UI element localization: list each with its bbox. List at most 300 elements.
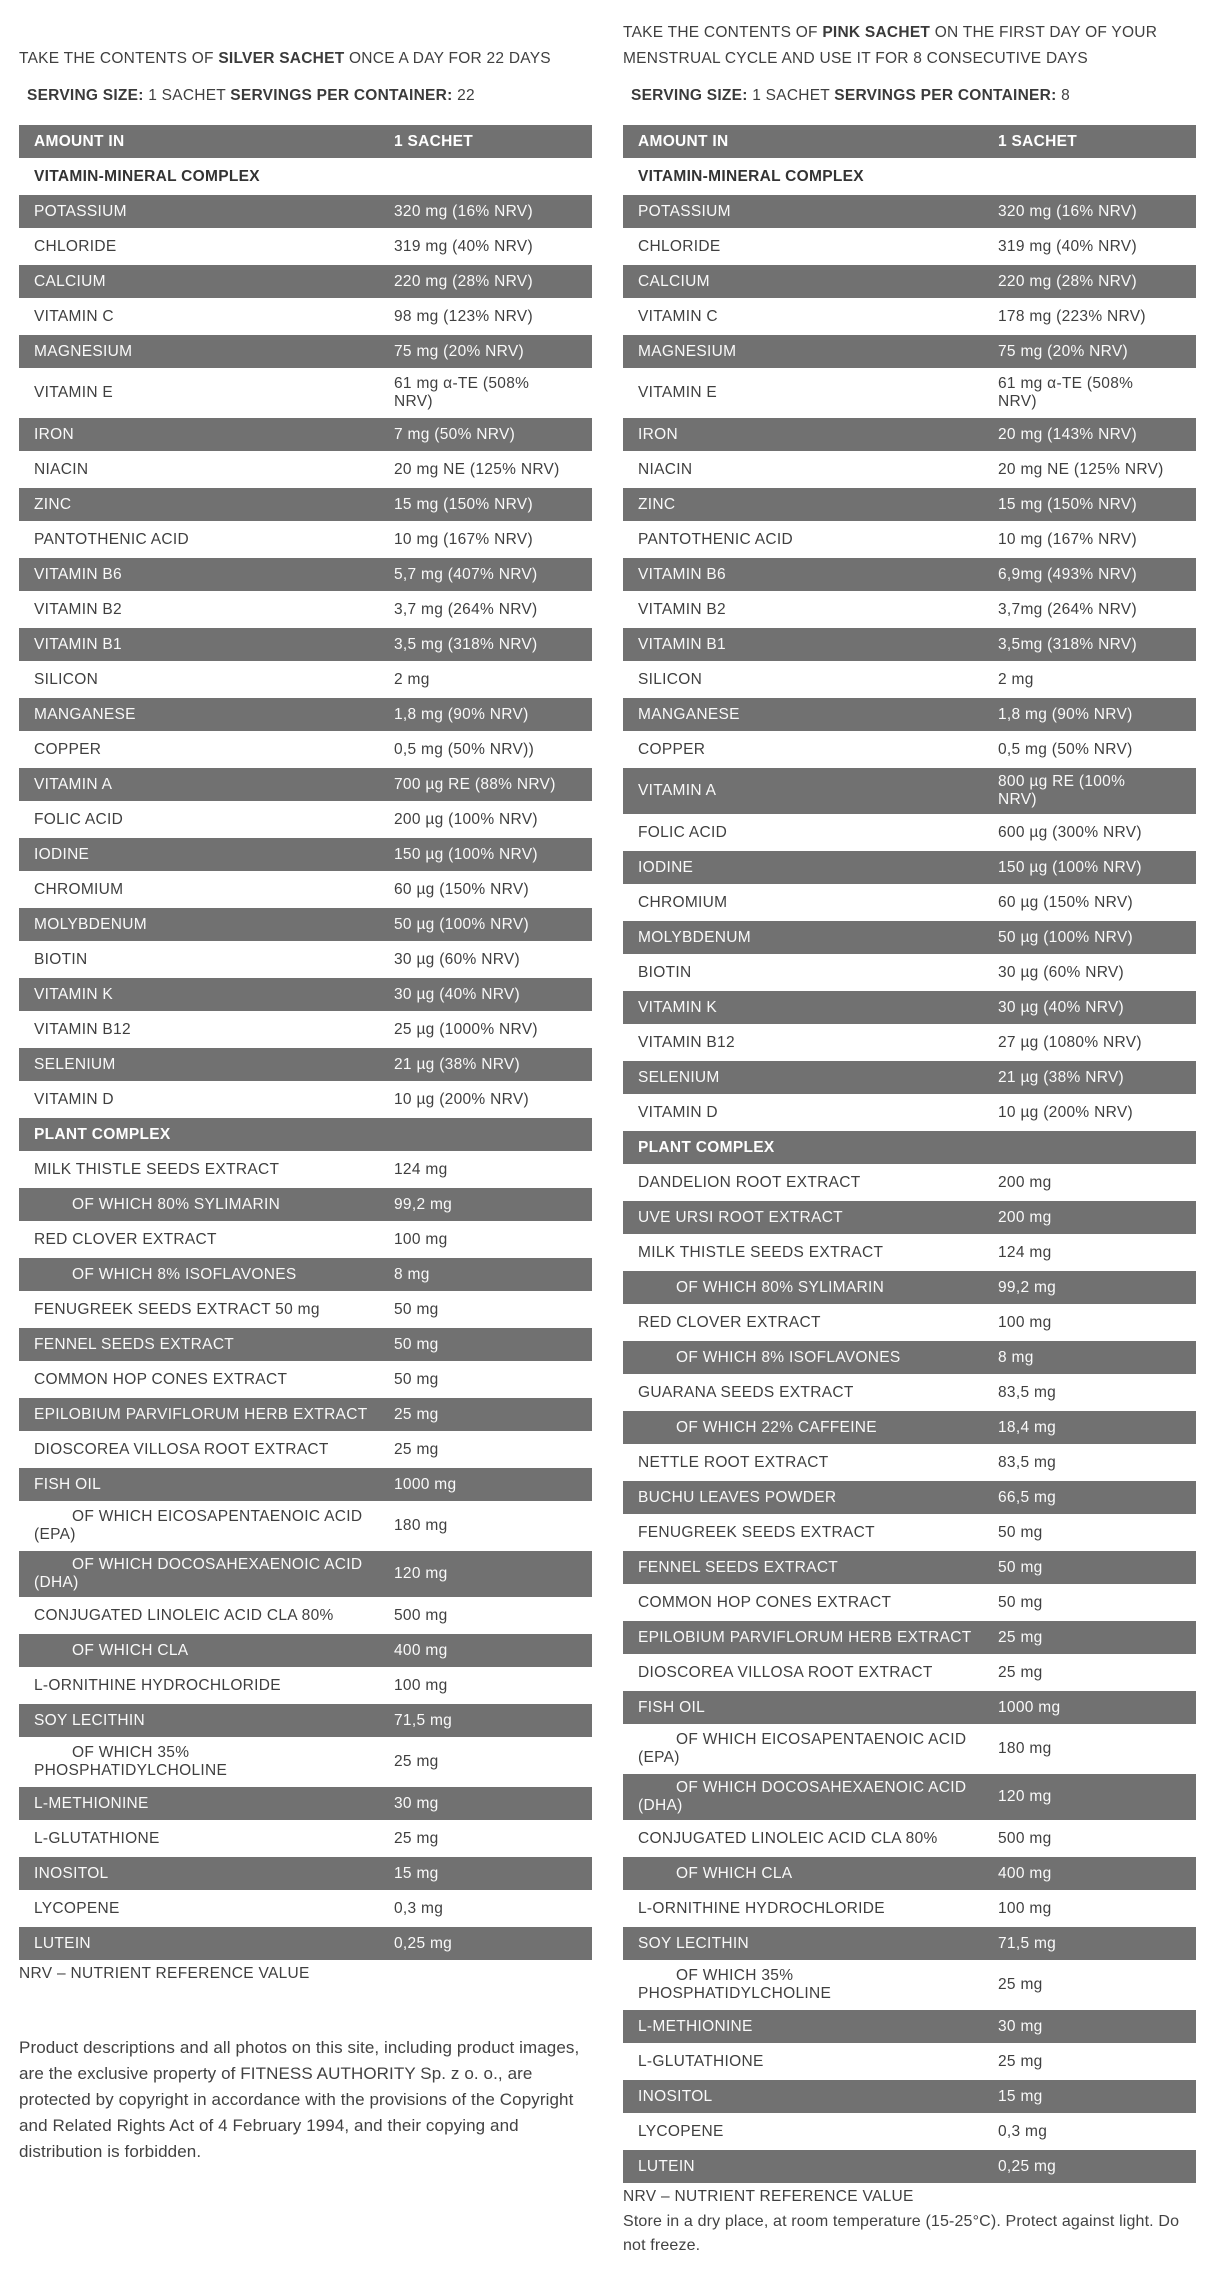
row-label: VITAMIN B2 [34, 600, 122, 618]
row-value: 99,2 mg [998, 1278, 1057, 1296]
table-row [623, 1551, 1196, 1584]
row-label: IRON [638, 425, 678, 443]
row-value: 178 mg (223% NRV) [998, 307, 1146, 325]
table-row [19, 300, 592, 333]
row-label: BIOTIN [34, 950, 88, 968]
row-value: 500 mg [998, 1829, 1052, 1847]
table-row [623, 2010, 1196, 2043]
row-label: LUTEIN [638, 2157, 695, 2175]
row-value: 30 µg (60% NRV) [998, 963, 1125, 981]
storage-instructions: Store in a dry place, at room temperature (15-25°C). Protect against light. Do not freeze. [623, 2213, 1180, 2254]
row-value: 220 mg (28% NRV) [394, 272, 533, 290]
row-value: 200 mg [998, 1173, 1052, 1191]
table-row [623, 921, 1196, 954]
table-row [623, 1962, 1196, 2008]
row-label: NIACIN [638, 460, 693, 478]
table-row [623, 523, 1196, 556]
table-row [19, 1293, 592, 1326]
row-label: BIOTIN [638, 963, 692, 981]
table-row [623, 2080, 1196, 2113]
row-label: COPPER [638, 740, 706, 758]
row-value: 320 mg (16% NRV) [998, 202, 1137, 220]
silver-serving-info [19, 87, 592, 105]
row-value: 25 mg [998, 1628, 1043, 1646]
section-header-row [623, 1131, 1196, 1164]
table-row [623, 1306, 1196, 1339]
row-label: IRON [34, 425, 74, 443]
serving-size-label: SERVING SIZE: [631, 87, 748, 104]
row-label: L-METHIONINE [638, 2017, 753, 2035]
sachet-name: SILVER SACHET [218, 50, 345, 67]
row-label: INOSITOL [638, 2087, 713, 2105]
row-label: VITAMIN-MINERAL COMPLEX [638, 167, 864, 185]
row-value: 319 mg (40% NRV) [998, 237, 1137, 255]
table-row [19, 1704, 592, 1737]
row-value: 7 mg (50% NRV) [394, 425, 516, 443]
row-label: VITAMIN A [34, 775, 113, 793]
row-value: 15 mg [394, 1864, 439, 1882]
row-value: 1,8 mg (90% NRV) [998, 705, 1133, 723]
table-row [19, 873, 592, 906]
row-value: 50 mg [394, 1335, 439, 1353]
row-value: 75 mg (20% NRV) [998, 342, 1128, 360]
row-value: 1,8 mg (90% NRV) [394, 705, 529, 723]
row-label: OF WHICH 8% ISOFLAVONES [676, 1348, 901, 1366]
row-value: 0,5 mg (50% NRV)) [394, 740, 535, 758]
row-label: FISH OIL [34, 1475, 101, 1493]
table-row [19, 1258, 592, 1291]
table-row [623, 851, 1196, 884]
row-value: 220 mg (28% NRV) [998, 272, 1137, 290]
row-label: VITAMIN D [34, 1090, 114, 1108]
row-value: 124 mg [394, 1160, 448, 1178]
row-label: COMMON HOP CONES EXTRACT [34, 1370, 288, 1388]
serving-size-label: SERVING SIZE: [27, 87, 144, 104]
table-row [19, 370, 592, 416]
row-value: 21 µg (38% NRV) [394, 1055, 521, 1073]
table-row [623, 1892, 1196, 1925]
row-label: FENNEL SEEDS EXTRACT [34, 1335, 235, 1353]
row-value: 18,4 mg [998, 1418, 1057, 1436]
table-row [623, 300, 1196, 333]
row-value: 400 mg [394, 1641, 448, 1659]
row-value: 99,2 mg [394, 1195, 453, 1213]
row-value: 20 mg NE (125% NRV) [394, 460, 560, 478]
row-label: EPILOBIUM PARVIFLORUM HERB EXTRACT [638, 1628, 972, 1646]
row-value: 25 µg (1000% NRV) [394, 1020, 538, 1038]
row-value: 2 mg [394, 670, 430, 688]
row-label: CALCIUM [34, 272, 106, 290]
row-value: 3,7 mg (264% NRV) [394, 600, 538, 618]
row-value: 6,9mg (493% NRV) [998, 565, 1137, 583]
row-value: 100 mg [394, 1230, 448, 1248]
row-label: OF WHICH CLA [676, 1864, 793, 1882]
table-row [19, 838, 592, 871]
row-label: ZINC [638, 495, 676, 513]
servings-per-container-label: SERVINGS PER CONTAINER: [230, 87, 453, 104]
row-value: 21 µg (38% NRV) [998, 1068, 1125, 1086]
row-value: 5,7 mg (407% NRV) [394, 565, 538, 583]
row-value: 10 mg (167% NRV) [394, 530, 533, 548]
row-label: OF WHICH DOCOSAHEXAENOIC ACID (DHA) [638, 1779, 967, 1814]
table-row [623, 1586, 1196, 1619]
table-row [623, 733, 1196, 766]
row-value: 75 mg (20% NRV) [394, 342, 524, 360]
row-label: MOLYBDENUM [638, 928, 751, 946]
row-label: VITAMIN C [34, 307, 114, 325]
intro-text: ONCE A DAY FOR 22 DAYS [344, 50, 551, 67]
row-label: OF WHICH CLA [72, 1641, 189, 1659]
row-label: MOLYBDENUM [34, 915, 147, 933]
row-label: VITAMIN K [638, 998, 718, 1016]
row-label: L-ORNITHINE HYDROCHLORIDE [638, 1899, 885, 1917]
row-value: 25 mg [394, 1405, 439, 1423]
table-row [623, 370, 1196, 416]
table-row [623, 816, 1196, 849]
table-row [623, 991, 1196, 1024]
table-row [19, 230, 592, 263]
row-value: 180 mg [998, 1740, 1052, 1757]
table-row [623, 1516, 1196, 1549]
row-value: 30 mg [998, 2017, 1043, 2035]
table-row [19, 1048, 592, 1081]
row-value: 10 µg (200% NRV) [394, 1090, 529, 1108]
row-value: 0,25 mg [394, 1934, 453, 1952]
row-label: L-GLUTATHIONE [638, 2052, 764, 2070]
table-row [19, 1188, 592, 1221]
table-row [623, 628, 1196, 661]
row-label: VITAMIN E [34, 384, 114, 401]
section-header-row [19, 1118, 592, 1151]
row-label: POTASSIUM [34, 202, 127, 220]
row-value: 100 mg [394, 1676, 448, 1694]
table-row [19, 908, 592, 941]
row-value: 50 µg (100% NRV) [998, 928, 1133, 946]
table-row [19, 1503, 592, 1549]
table-row [623, 1061, 1196, 1094]
table-row [19, 335, 592, 368]
silver-sachet-column [19, 0, 592, 2165]
table-row [19, 803, 592, 836]
table-row [19, 593, 592, 626]
table-row [623, 1656, 1196, 1689]
row-label: SOY LECITHIN [638, 1934, 749, 1952]
silver-usage-instructions [19, 16, 592, 72]
row-label: CHROMIUM [34, 880, 124, 898]
pink-nutrition-table [623, 125, 1196, 2183]
row-value: 10 µg (200% NRV) [998, 1103, 1133, 1121]
row-label: CHROMIUM [638, 893, 728, 911]
row-label: MANGANESE [638, 705, 740, 723]
row-label: OF WHICH 22% CAFFEINE [676, 1418, 877, 1436]
row-value: 50 mg [394, 1370, 439, 1388]
row-value: 100 mg [998, 1313, 1052, 1331]
table-row [623, 1026, 1196, 1059]
row-value: 10 mg (167% NRV) [998, 530, 1137, 548]
row-value: 30 µg (60% NRV) [394, 950, 521, 968]
table-header-row [623, 125, 1196, 158]
row-value: 30 mg [394, 1794, 439, 1812]
row-label: L-ORNITHINE HYDROCHLORIDE [34, 1676, 281, 1694]
row-label: GUARANA SEEDS EXTRACT [638, 1383, 854, 1401]
table-row [623, 453, 1196, 486]
table-row [19, 1363, 592, 1396]
row-label: L-GLUTATHIONE [34, 1829, 160, 1847]
row-label: RED CLOVER EXTRACT [34, 1230, 217, 1248]
row-label: COPPER [34, 740, 102, 758]
table-row [19, 1927, 592, 1960]
row-label: PLANT COMPLEX [638, 1138, 775, 1156]
row-label: PANTOTHENIC ACID [638, 530, 793, 548]
row-value: 0,5 mg (50% NRV) [998, 740, 1133, 758]
row-value: 150 µg (100% NRV) [394, 845, 538, 863]
row-value: 3,5 mg (318% NRV) [394, 635, 538, 653]
row-value: 700 µg RE (88% NRV) [394, 775, 556, 793]
row-value: 3,5mg (318% NRV) [998, 635, 1137, 653]
row-label: VITAMIN B1 [34, 635, 122, 653]
table-row [19, 523, 592, 556]
pink-usage-instructions [623, 16, 1196, 72]
row-label: FOLIC ACID [638, 823, 728, 841]
row-label: FISH OIL [638, 1698, 705, 1716]
table-row [19, 1223, 592, 1256]
row-label: OF WHICH 35% PHOSPHATIDYLCHOLINE [34, 1744, 228, 1779]
row-value: 400 mg [998, 1864, 1052, 1882]
row-label: VITAMIN B1 [638, 635, 726, 653]
table-row [19, 1398, 592, 1431]
table-row [623, 195, 1196, 228]
table-row [19, 1083, 592, 1116]
table-row [623, 1726, 1196, 1772]
row-value: 100 mg [998, 1899, 1052, 1917]
row-value: 20 mg NE (125% NRV) [998, 460, 1164, 478]
row-label: VITAMIN B12 [34, 1020, 131, 1038]
table-row [623, 1096, 1196, 1129]
row-label: VITAMIN B2 [638, 600, 726, 618]
table-row [623, 2045, 1196, 2078]
row-value: 50 mg [998, 1523, 1043, 1541]
row-value: 50 µg (100% NRV) [394, 915, 529, 933]
row-label: IODINE [638, 858, 694, 876]
row-label: VITAMIN A [638, 782, 717, 799]
row-label: LYCOPENE [638, 2122, 724, 2140]
table-row [19, 978, 592, 1011]
table-row [623, 1621, 1196, 1654]
row-label: VITAMIN B6 [34, 565, 122, 583]
row-value: 8 mg [394, 1265, 430, 1283]
row-value: 25 mg [998, 1976, 1043, 1993]
table-row [623, 886, 1196, 919]
row-label: FENUGREEK SEEDS EXTRACT 50 mg [34, 1300, 320, 1318]
table-row [19, 1787, 592, 1820]
table-row [623, 1446, 1196, 1479]
table-row [623, 230, 1196, 263]
table-row [19, 1634, 592, 1667]
row-label: OF WHICH 35% PHOSPHATIDYLCHOLINE [638, 1967, 832, 2002]
table-row [19, 1857, 592, 1890]
row-label: MAGNESIUM [34, 342, 133, 360]
row-value: 500 mg [394, 1606, 448, 1624]
table-row [623, 335, 1196, 368]
row-value: 30 µg (40% NRV) [998, 998, 1125, 1016]
row-label: FENNEL SEEDS EXTRACT [638, 1558, 839, 1576]
row-value: 20 mg (143% NRV) [998, 425, 1137, 443]
row-label: VITAMIN D [638, 1103, 718, 1121]
table-row [623, 558, 1196, 591]
row-label: VITAMIN-MINERAL COMPLEX [34, 167, 260, 185]
row-label: NIACIN [34, 460, 89, 478]
table-row [19, 1153, 592, 1186]
table-row [623, 1691, 1196, 1724]
table-row [19, 1328, 592, 1361]
table-row [623, 1857, 1196, 1890]
table-row [19, 558, 592, 591]
row-label: COMMON HOP CONES EXTRACT [638, 1593, 892, 1611]
row-label: CONJUGATED LINOLEIC ACID CLA 80% [34, 1606, 334, 1624]
row-value: 25 mg [394, 1440, 439, 1458]
table-row [19, 768, 592, 801]
row-value: 60 µg (150% NRV) [394, 880, 529, 898]
row-label: L-METHIONINE [34, 1794, 149, 1812]
row-label: DIOSCOREA VILLOSA ROOT EXTRACT [34, 1440, 329, 1458]
row-value: 98 mg (123% NRV) [394, 307, 533, 325]
row-label: SILICON [34, 670, 99, 688]
table-row [623, 265, 1196, 298]
row-value: 50 mg [998, 1593, 1043, 1611]
table-row [19, 418, 592, 451]
silver-nutrition-table [19, 125, 592, 1960]
table-row [623, 1341, 1196, 1374]
servings-per-container-value: 8 [1056, 87, 1070, 104]
row-label: SELENIUM [638, 1068, 720, 1086]
sachet-name: PINK SACHET [822, 24, 931, 41]
table-row [19, 628, 592, 661]
table-row [19, 663, 592, 696]
row-value: 0,3 mg [998, 2122, 1048, 2140]
table-row [623, 956, 1196, 989]
table-row [623, 1927, 1196, 1960]
row-value: 1000 mg [998, 1698, 1061, 1716]
row-value: 25 mg [394, 1829, 439, 1847]
row-label: VITAMIN B6 [638, 565, 726, 583]
row-label: CHLORIDE [34, 237, 117, 255]
row-label: MILK THISTLE SEEDS EXTRACT [638, 1243, 884, 1261]
row-value: 50 mg [998, 1558, 1043, 1576]
pink-sachet-column [623, 0, 1196, 2258]
copyright-notice: Product descriptions and all photos on this site, including product images, are the exclusive property of FITNESS AUTHORITY Sp. z o. o., are protected by copyright in accordance with the provisions of the Copyright and Related Rights Act of 4 February 1994, and their copying and distribution is forbidden. [19, 2038, 580, 2161]
table-row [19, 1822, 592, 1855]
row-label: VITAMIN C [638, 307, 718, 325]
row-value: 0,3 mg [394, 1899, 444, 1917]
row-label: MANGANESE [34, 705, 136, 723]
row-label: SELENIUM [34, 1055, 116, 1073]
row-label: CHLORIDE [638, 237, 721, 255]
row-value: 25 mg [998, 2052, 1043, 2070]
intro-text: TAKE THE CONTENTS OF [623, 24, 823, 41]
row-value: 800 µg RE (100% NRV) [998, 773, 1126, 808]
row-value: 8 mg [998, 1348, 1034, 1366]
row-label: POTASSIUM [638, 202, 731, 220]
row-label: CALCIUM [638, 272, 710, 290]
row-label: OF WHICH 80% SYLIMARIN [676, 1278, 885, 1296]
section-header-row [623, 160, 1196, 193]
row-label: NETTLE ROOT EXTRACT [638, 1453, 829, 1471]
table-row [623, 663, 1196, 696]
row-label: OF WHICH DOCOSAHEXAENOIC ACID (DHA) [34, 1556, 363, 1591]
servings-per-container-label: SERVINGS PER CONTAINER: [834, 87, 1057, 104]
nrv-legend: NRV – NUTRIENT REFERENCE VALUE [19, 1965, 310, 1982]
row-label: VITAMIN K [34, 985, 114, 1003]
row-label: IODINE [34, 845, 90, 863]
table-row [623, 768, 1196, 814]
table-row [623, 418, 1196, 451]
table-row [623, 593, 1196, 626]
intro-text: ON THE FIRST DAY OF YOUR MENSTRUAL CYCLE AND USE IT FOR 8 CONSECUTIVE DAYS [623, 24, 1158, 67]
row-label: LUTEIN [34, 1934, 91, 1952]
row-value: 25 mg [998, 1663, 1043, 1681]
table-row [623, 1376, 1196, 1409]
table-row [623, 1201, 1196, 1234]
table-row [19, 698, 592, 731]
servings-per-container-value: 22 [452, 87, 475, 104]
row-value: 66,5 mg [998, 1488, 1057, 1506]
row-label: PANTOTHENIC ACID [34, 530, 189, 548]
table-row [19, 1013, 592, 1046]
row-value: 0,25 mg [998, 2157, 1057, 2175]
row-label: VITAMIN B12 [638, 1033, 735, 1051]
table-row [19, 733, 592, 766]
row-value: 3,7mg (264% NRV) [998, 600, 1137, 618]
row-value: 25 mg [394, 1753, 439, 1770]
table-row [19, 1551, 592, 1597]
table-row [623, 2115, 1196, 2148]
row-label: OF WHICH EICOSAPENTAENOIC ACID (EPA) [34, 1508, 363, 1543]
row-label: DIOSCOREA VILLOSA ROOT EXTRACT [638, 1663, 933, 1681]
table-row [623, 1166, 1196, 1199]
table-row [19, 195, 592, 228]
table-row [623, 1411, 1196, 1444]
row-label: INOSITOL [34, 1864, 109, 1882]
row-value: 15 mg (150% NRV) [394, 495, 533, 513]
row-label: FOLIC ACID [34, 810, 124, 828]
row-label: AMOUNT IN [638, 132, 729, 150]
table-row [623, 698, 1196, 731]
table-row [19, 488, 592, 521]
row-label: PLANT COMPLEX [34, 1125, 171, 1143]
serving-size-value: 1 SACHET [747, 87, 835, 104]
row-label: MAGNESIUM [638, 342, 737, 360]
row-value: 120 mg [394, 1565, 448, 1582]
row-label: OF WHICH 8% ISOFLAVONES [72, 1265, 297, 1283]
row-label: BUCHU LEAVES POWDER [638, 1488, 837, 1506]
row-value: 124 mg [998, 1243, 1052, 1261]
table-row [623, 1236, 1196, 1269]
row-label: FENUGREEK SEEDS EXTRACT [638, 1523, 875, 1541]
table-row [623, 1774, 1196, 1820]
row-value: 30 µg (40% NRV) [394, 985, 521, 1003]
table-row [623, 2150, 1196, 2183]
row-value: 319 mg (40% NRV) [394, 237, 533, 255]
section-header-row [19, 160, 592, 193]
row-value: 600 µg (300% NRV) [998, 823, 1142, 841]
row-value: 83,5 mg [998, 1383, 1057, 1401]
pink-serving-info [623, 87, 1196, 105]
row-value: 83,5 mg [998, 1453, 1057, 1471]
row-value: 1 SACHET [394, 132, 474, 150]
row-value: 1 SACHET [998, 132, 1078, 150]
row-label: SILICON [638, 670, 703, 688]
row-value: 50 mg [394, 1300, 439, 1318]
